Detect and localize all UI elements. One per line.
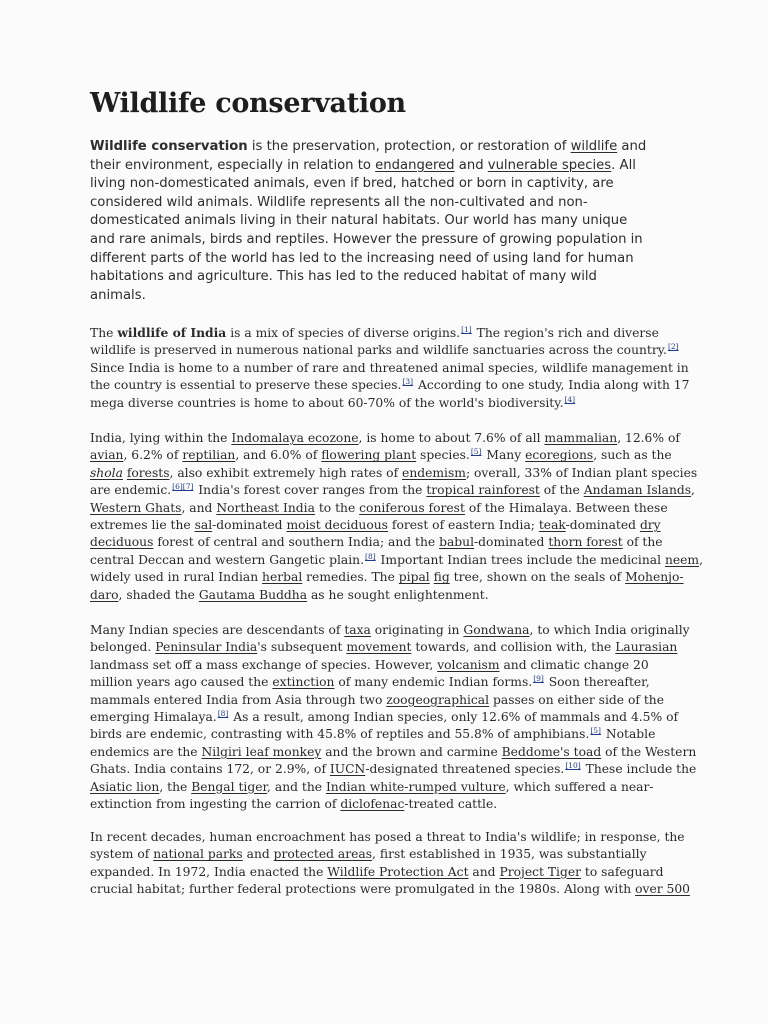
inline-link[interactable]: wildlife — [570, 139, 618, 154]
inline-link[interactable]: endangered — [375, 157, 455, 173]
text-line — [90, 709, 680, 726]
text-run: system of — [90, 847, 154, 862]
citation-link[interactable]: [8] — [365, 551, 376, 561]
text-run: , such as the — [593, 448, 672, 463]
protection-paragraph — [90, 829, 690, 899]
inline-link[interactable]: coniferous forest — [359, 500, 465, 515]
inline-link[interactable]: babul — [439, 535, 475, 550]
text-line — [90, 864, 680, 881]
text-run: Soon thereafter, — [544, 675, 650, 690]
habitats-paragraph — [90, 430, 704, 604]
inline-link[interactable]: Indian white-rumped vulture — [325, 779, 506, 794]
inline-link[interactable]: Indomalaya ecozone — [231, 431, 359, 445]
text-line — [90, 692, 680, 709]
text-run: Important Indian trees include the medicinal — [376, 552, 665, 567]
text-run: animals. — [90, 287, 146, 303]
text-run: Since India is home to a number of rare and threatened animal species, wildlife management in — [90, 360, 689, 375]
citation-link[interactable]: [10] — [565, 761, 581, 771]
text-line — [90, 157, 680, 176]
citation-link[interactable]: [6][7] — [172, 482, 194, 492]
text-run: as he sought enlightenment. — [307, 587, 489, 602]
text-run: is a mix of species of diverse origins. — [226, 326, 461, 340]
inline-link[interactable]: thorn forest — [548, 535, 623, 550]
species-origins-paragraph — [90, 622, 697, 813]
inline-link[interactable]: shola — [90, 465, 123, 480]
text-line — [90, 465, 698, 482]
inline-link[interactable]: Beddome's toad — [501, 744, 602, 759]
text-run: , and 6.0% of — [235, 448, 322, 463]
text-run: central Deccan and western Gangetic plain. — [90, 552, 365, 567]
text-run: extinction from ingesting the carrion of — [90, 797, 341, 812]
inline-link[interactable]: over 500 — [635, 882, 690, 897]
text-run: , 12.6% of — [617, 431, 680, 445]
citation-link[interactable]: [2] — [667, 342, 679, 352]
text-run: In recent decades, human encroachment has posed a threat to India's wildlife; in response, the — [90, 830, 685, 844]
text-run: As a result, among Indian species, only 12.6% of mammals and 4.5% of — [229, 710, 679, 725]
text-line — [90, 796, 680, 813]
citation-link[interactable]: [5] — [470, 447, 482, 457]
text-run: forest of central and southern India; and the — [153, 535, 440, 550]
text-run: , 6.2% of — [123, 448, 183, 463]
text-run: -dominated — [212, 518, 287, 533]
text-run: wildlife is preserved in numerous national parks and wildlife sanctuaries across the country. — [90, 343, 667, 358]
text-line — [90, 250, 680, 269]
text-run: , first established in 1935, was substantially — [372, 847, 647, 862]
text-line — [90, 430, 680, 447]
inline-link[interactable]: IUCN — [329, 762, 366, 777]
text-line — [90, 517, 680, 534]
text-run: The — [90, 326, 118, 340]
citation-link[interactable]: [4] — [564, 394, 576, 404]
text-run: Many — [482, 448, 526, 463]
inline-link[interactable]: Bengal tiger — [191, 779, 268, 794]
inline-link[interactable]: zoogeographical — [386, 692, 490, 707]
inline-link[interactable]: vulnerable species — [487, 157, 612, 173]
inline-link[interactable]: ecoregions — [525, 448, 594, 463]
inline-link[interactable]: Asiatic lion — [90, 779, 160, 794]
text-line — [90, 761, 697, 778]
citation-link[interactable]: [8] — [217, 709, 229, 719]
text-run: -dominated — [565, 518, 640, 533]
inline-link[interactable]: extinction — [272, 675, 335, 690]
text-line — [90, 881, 690, 898]
text-run: of many endemic Indian forms. — [334, 675, 533, 690]
inline-link[interactable]: Peninsular India — [155, 640, 258, 655]
text-run: India, lying within the — [90, 431, 232, 445]
inline-link[interactable]: Gondwana — [463, 623, 530, 637]
text-line — [90, 482, 695, 499]
text-run: million years ago caused the — [90, 675, 273, 690]
text-line — [90, 639, 680, 656]
text-run: their environment, especially in relation to — [90, 157, 376, 173]
inline-link[interactable]: protected areas — [273, 847, 373, 862]
text-run: , also exhibit extremely high rates of — [169, 465, 403, 480]
text-line — [90, 194, 680, 213]
text-line — [90, 287, 680, 306]
text-run: crucial habitat; further federal protections were promulgated in the 1980s. Along with — [90, 882, 636, 897]
text-run: -treated cattle. — [404, 797, 498, 812]
text-run: . All — [611, 157, 636, 173]
text-run: and — [454, 157, 488, 173]
citation-link[interactable]: [5] — [590, 726, 601, 736]
text-line — [90, 324, 680, 342]
inline-link[interactable]: taxa — [344, 623, 371, 637]
inline-link[interactable]: Gautama Buddha — [198, 587, 308, 602]
text-run: domesticated animals living in their natural habitats. Our world has many unique — [90, 213, 628, 229]
inline-link[interactable]: avian — [90, 448, 124, 463]
text-run: habitations and agriculture. This has led to the reduced habitat of many wild — [90, 269, 597, 285]
text-run: are endemic. — [90, 483, 172, 498]
text-line — [90, 726, 680, 743]
text-run: of the — [539, 483, 584, 498]
article-title: Wildlife conservation — [90, 88, 406, 119]
text-run: tree, shown on the seals of — [449, 570, 626, 585]
inline-link[interactable]: neem — [664, 552, 700, 567]
text-line — [90, 268, 680, 287]
text-run: passes on either side of the — [489, 692, 664, 707]
inline-link[interactable]: moist deciduous — [286, 518, 388, 533]
citation-link[interactable]: [1] — [461, 325, 472, 334]
inline-link[interactable]: Mohenjo- — [625, 570, 684, 585]
text-line — [90, 212, 680, 231]
text-run: , to which India originally — [529, 623, 690, 637]
inline-link[interactable]: Wildlife Protection Act — [327, 864, 469, 879]
text-line — [90, 231, 680, 250]
inline-link[interactable]: forests — [126, 465, 170, 480]
text-run: , shaded the — [118, 587, 199, 602]
text-run: India's forest cover ranges from the — [194, 483, 427, 498]
text-run: remedies. The — [302, 570, 399, 585]
inline-link[interactable]: Andaman Islands — [583, 483, 692, 498]
text-run: forest of eastern India; — [388, 518, 539, 533]
bold-term: Wildlife conservation — [90, 139, 248, 154]
text-run: landmass set off a mass exchange of species. However, — [90, 657, 438, 672]
text-line — [90, 360, 689, 377]
text-run: , is home to about 7.6% of all — [358, 431, 545, 445]
text-line — [90, 534, 680, 551]
text-run: mega diverse countries is home to about 60-70% of the world's biodiversity. — [90, 395, 564, 410]
text-run: , — [691, 483, 695, 498]
inline-link[interactable]: Nilgiri leaf monkey — [201, 744, 322, 759]
text-run: originating in — [370, 623, 464, 637]
text-run: , the — [159, 779, 192, 794]
text-run: and the brown and carmine — [321, 744, 502, 759]
text-run: considered wild animals. Wildlife represents all the non-cultivated and non- — [90, 194, 588, 210]
text-run: Notable — [601, 727, 656, 742]
inline-link[interactable]: dry — [639, 518, 661, 533]
text-run: the country is essential to preserve these species. — [90, 378, 402, 393]
text-run: and rare animals, birds and reptiles. However the pressure of growing population in — [90, 231, 643, 247]
text-run: of the Western — [601, 744, 697, 759]
text-line — [90, 569, 684, 586]
text-line — [90, 138, 680, 157]
intro-paragraph — [90, 138, 680, 305]
text-run: birds are endemic, contrasting with 45.8% of reptiles and 55.8% of amphibians. — [90, 727, 590, 742]
text-line — [90, 674, 680, 691]
text-run: species. — [416, 448, 470, 463]
text-run: These include the — [581, 762, 697, 777]
inline-link[interactable]: flowering plant — [321, 448, 417, 463]
text-run: 's subsequent — [257, 640, 347, 655]
text-run: mammals entered India from Asia through two — [90, 692, 387, 707]
inline-link[interactable]: deciduous — [90, 535, 154, 550]
text-run: Many Indian species are descendants of — [90, 623, 345, 637]
inline-link[interactable]: herbal — [262, 570, 303, 585]
text-line — [90, 447, 680, 464]
inline-link[interactable]: volcanism — [437, 657, 500, 672]
text-line — [90, 779, 680, 796]
text-run: emerging Himalaya. — [90, 710, 217, 725]
inline-link[interactable]: teak — [538, 518, 566, 533]
text-line — [90, 395, 680, 412]
text-run: -designated threatened species. — [365, 762, 565, 777]
inline-link[interactable]: reptilian — [182, 448, 236, 463]
inline-link[interactable]: fig — [433, 570, 450, 585]
inline-link[interactable]: daro — [90, 587, 119, 602]
text-run: living non-domesticated animals, even if bred, hatched or born in captivity, are — [90, 176, 614, 192]
inline-link[interactable]: Project Tiger — [499, 864, 582, 879]
inline-link[interactable]: pipal — [398, 570, 430, 585]
citation-link[interactable]: [9] — [533, 674, 544, 684]
text-run: and — [468, 864, 500, 879]
text-run: and — [242, 847, 274, 862]
text-run: , and the — [267, 779, 326, 794]
inline-link[interactable]: Laurasian — [615, 640, 678, 655]
text-run: of the Himalaya. Between these — [464, 500, 668, 515]
text-run: extremes lie the — [90, 518, 195, 533]
text-run: Ghats. India contains 172, or 2.9%, of — [90, 762, 330, 777]
inline-link[interactable]: sal — [194, 518, 213, 533]
inline-link[interactable]: Northeast India — [216, 500, 315, 515]
text-run: endemics are the — [90, 744, 202, 759]
text-line — [90, 342, 680, 359]
inline-link[interactable]: Western Ghats — [90, 500, 182, 515]
text-run: different parts of the world has led to the increasing need of using land for human — [90, 250, 634, 266]
text-line — [90, 175, 680, 194]
inline-link[interactable]: diclofenac — [340, 797, 405, 812]
text-line — [90, 377, 690, 394]
text-run: is the preservation, protection, or restoration of — [247, 139, 571, 154]
text-run: , which suffered a near- — [505, 779, 654, 794]
inline-link[interactable]: endemism — [402, 465, 466, 480]
inline-link[interactable]: tropical rainforest — [426, 483, 540, 498]
text-run: According to one study, India along with 17 — [414, 378, 690, 393]
text-run: towards, and collision with, the — [411, 640, 616, 655]
bold-term: wildlife of India — [117, 325, 227, 340]
text-run: of the — [622, 535, 663, 550]
text-run: expanded. In 1972, India enacted the — [90, 864, 328, 879]
inline-link[interactable]: national parks — [153, 847, 243, 862]
text-run: -dominated — [474, 535, 549, 550]
text-run: The region's rich and diverse — [472, 326, 659, 340]
text-line — [90, 829, 685, 846]
text-line — [90, 551, 704, 569]
inline-link[interactable]: movement — [346, 640, 412, 655]
text-line — [90, 657, 680, 674]
text-line — [90, 846, 680, 863]
inline-link[interactable]: mammalian — [544, 431, 618, 445]
text-line — [90, 500, 680, 517]
text-run: to safeguard — [581, 864, 664, 879]
text-run: to the — [314, 500, 360, 515]
text-run: and — [617, 139, 647, 154]
text-run: , — [699, 552, 704, 567]
wildlife-of-india-paragraph — [90, 324, 690, 412]
text-line — [90, 744, 697, 761]
text-run: , and — [181, 500, 217, 515]
text-line — [90, 622, 690, 639]
text-line — [90, 587, 680, 604]
text-run: ; overall, 33% of Indian plant species — [465, 465, 698, 480]
text-run: and climatic change 20 — [499, 657, 649, 672]
text-run: belonged. — [90, 640, 156, 655]
citation-link[interactable]: [3] — [402, 377, 414, 387]
text-run: widely used in rural Indian — [90, 570, 263, 585]
